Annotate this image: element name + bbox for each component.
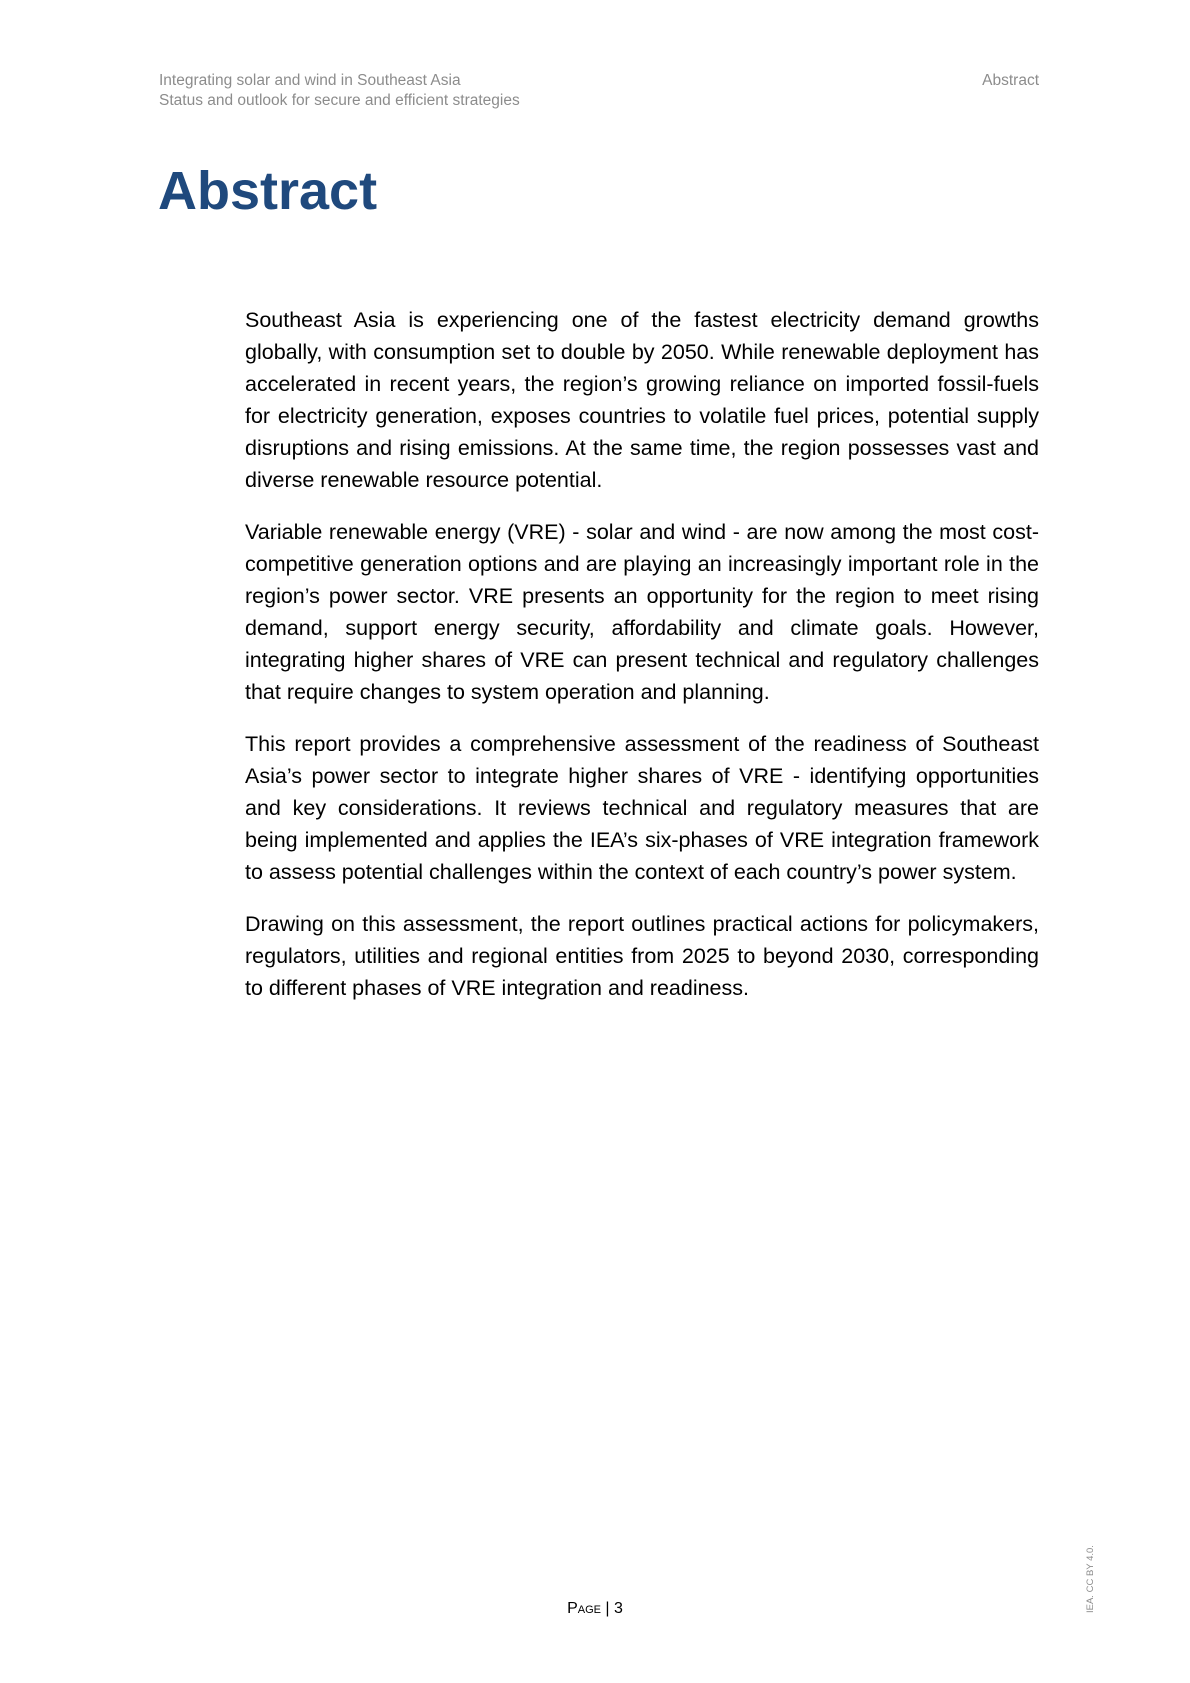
license-note: IEA. CC BY 4.0. xyxy=(1085,1545,1096,1613)
report-subtitle: Status and outlook for secure and efficient strategies xyxy=(159,92,520,109)
section-name: Abstract xyxy=(982,72,1039,89)
page-separator: | xyxy=(600,1600,615,1617)
paragraph: This report provides a comprehensive assessment of the readiness of Southeast Asia’s power sector to integrate higher shares of VRE - identifying opportunities and key considerations. It reviews technical and regulatory measures that are being implemented and applies the IEA’s six-phases of VRE integration framework to assess potential challenges within the context of each country’s power system. xyxy=(245,732,1039,884)
abstract-body xyxy=(245,304,1039,1024)
paragraph: Southeast Asia is experiencing one of the fastest electricity demand growths globally, with consumption set to double by 2050. While renewable deployment has accelerated in recent years, the region’s growing reliance on imported fossil-fuels for electricity generation, exposes countries to volatile fuel prices, potential supply disruptions and rising emissions. At the same time, the region possesses vast and diverse renewable resource potential. xyxy=(245,308,1039,492)
paragraph: Drawing on this assessment, the report outlines practical actions for policymakers, regulators, utilities and regional entities from 2025 to beyond 2030, corresponding to different phases of VRE integration and readiness. xyxy=(245,912,1039,1000)
page-footer xyxy=(0,1600,1190,1618)
page-title: Abstract xyxy=(158,161,378,221)
page-number: 3 xyxy=(614,1600,623,1617)
paragraph: Variable renewable energy (VRE) - solar and wind - are now among the most cost-competitive generation options and are playing an increasingly important role in the region’s power sector. VRE presents an opportunity for the region to meet rising demand, support energy security, affordability and climate goals. However, integrating higher shares of VRE can present technical and regulatory challenges that require changes to system operation and planning. xyxy=(245,520,1039,704)
report-title: Integrating solar and wind in Southeast Asia xyxy=(159,72,461,89)
running-header xyxy=(159,71,520,111)
page-label: Page xyxy=(567,1600,601,1617)
